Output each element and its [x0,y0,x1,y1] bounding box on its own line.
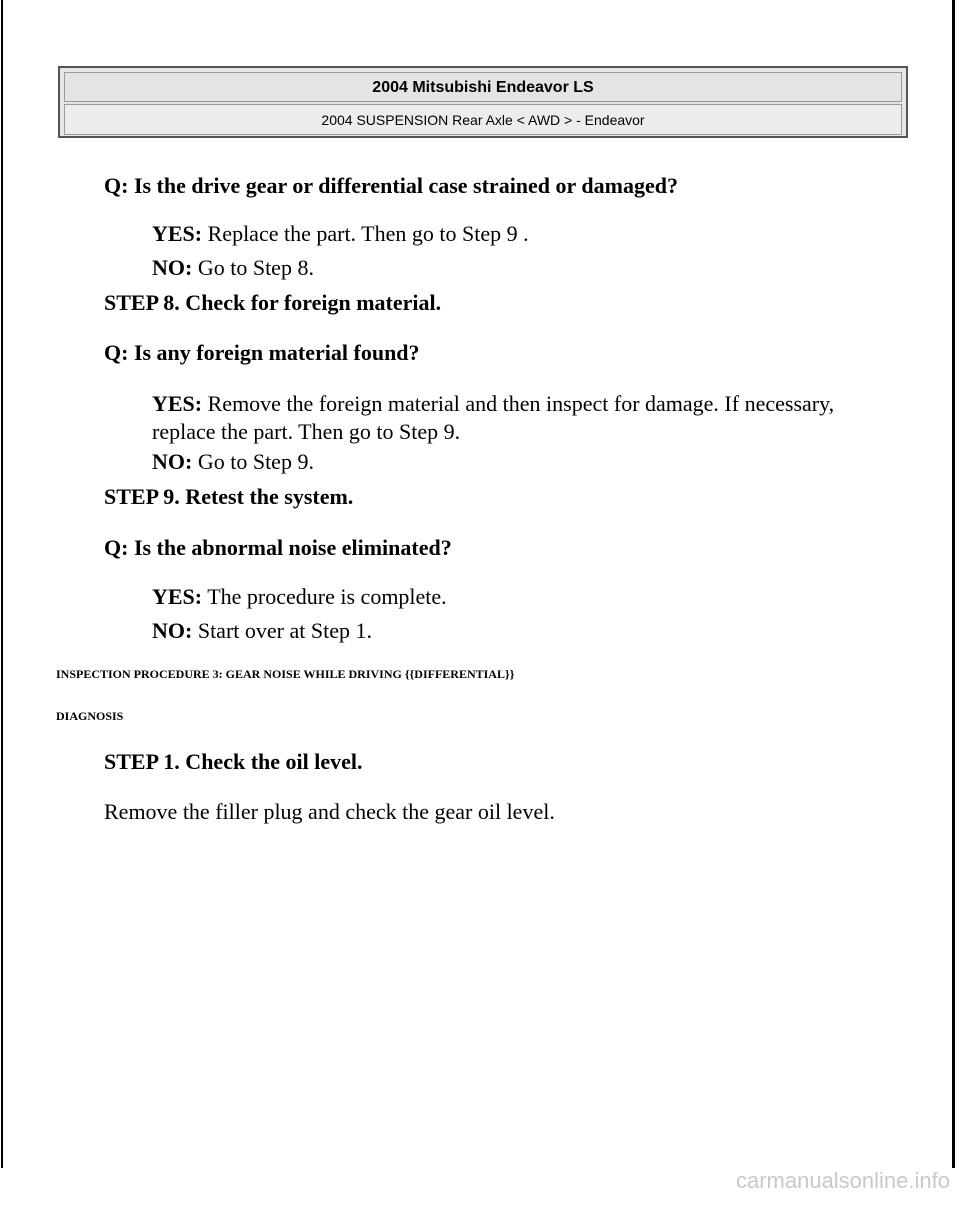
diagnosis-heading: DIAGNOSIS [56,709,124,723]
answer-yes-2 [152,390,852,446]
no-text: Go to Step 9. [192,449,314,474]
yes-label: YES: [152,391,203,416]
no-text: Go to Step 8. [192,255,314,280]
yes-text: Remove the foreign material and then inspect for damage. If necessary, replace the part. Then go to Step 9. [152,391,835,444]
step-9-heading: STEP 9. Retest the system. [104,484,354,509]
answer-no-2 [152,449,314,475]
header-subtitle: 2004 SUSPENSION Rear Axle < AWD > - Endeavor [64,104,902,135]
question-foreign-material: Q: Is any foreign material found? [104,340,420,365]
no-label: NO: [152,449,193,474]
page-border-left [1,0,3,1168]
yes-label: YES: [152,584,203,609]
yes-text: Replace the part. Then go to Step 9 . [202,221,529,246]
document-header [58,66,908,138]
header-title: 2004 Mitsubishi Endeavor LS [64,72,902,102]
step-1-heading: STEP 1. Check the oil level. [104,749,363,774]
header-inner [64,72,902,132]
yes-label: YES: [152,221,203,246]
answer-no-1 [152,255,314,281]
question-drive-gear: Q: Is the drive gear or differential case strained or damaged? [104,173,678,198]
no-label: NO: [152,255,193,280]
step-8-heading: STEP 8. Check for foreign material. [104,290,442,315]
step-1-instruction: Remove the filler plug and check the gear oil level. [104,799,555,824]
answer-yes-3 [152,584,447,610]
yes-text: The procedure is complete. [202,584,447,609]
no-label: NO: [152,618,193,643]
inspection-procedure-heading: INSPECTION PROCEDURE 3: GEAR NOISE WHILE DRIVING {{DIFFERENTIAL}} [56,667,515,681]
answer-no-3 [152,618,372,644]
no-text: Start over at Step 1. [192,618,372,643]
answer-yes-1 [152,221,529,247]
watermark: carmanualsonline.info [735,1168,950,1193]
question-noise-eliminated: Q: Is the abnormal noise eliminated? [104,535,452,560]
page-border-right [952,0,955,1168]
